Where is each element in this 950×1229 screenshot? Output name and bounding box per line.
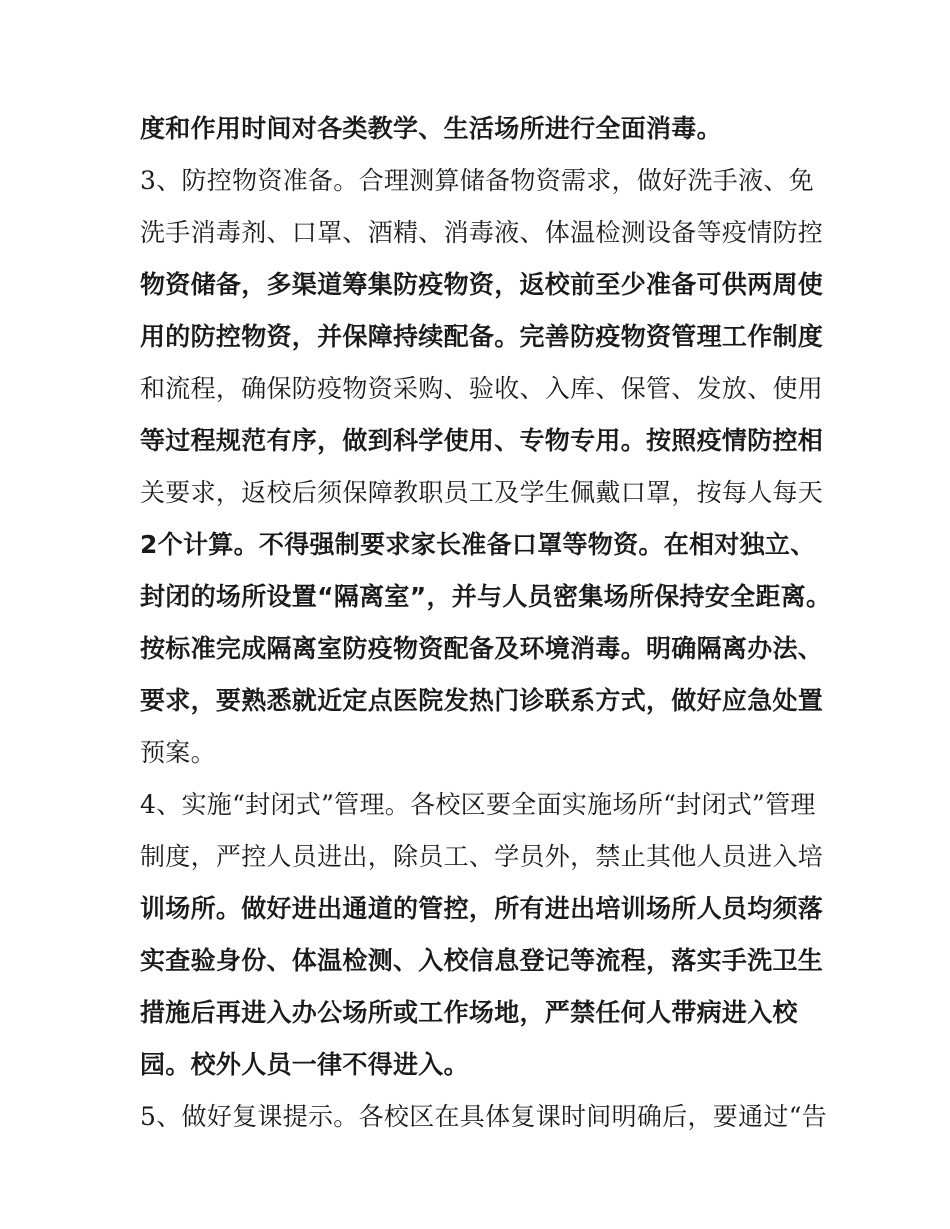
text-line: 5、做好复课提示。各校区在具体复课时间明确后，要通过“告	[140, 1102, 828, 1131]
text-line: 2个计算。不得强制要求家长准备口罩等物资。在相对独立、	[140, 530, 816, 559]
text-line: 物资储备，多渠道筹集防疫物资，返校前至少准备可供两周使	[140, 270, 824, 299]
text-line: 园。校外人员一律不得进入。	[140, 1050, 469, 1079]
text-line: 洗手消毒剂、口罩、酒精、消毒液、体温检测设备等疫情防控	[140, 218, 824, 247]
text-line: 措施后再进入办公场所或工作场地，严禁任何人带病进入校	[140, 998, 798, 1027]
text-line: 按标准完成隔离室防疫物资配备及环境消毒。明确隔离办法、	[140, 634, 824, 663]
text-line: 实查验身份、体温检测、入校信息登记等流程，落实手洗卫生	[140, 946, 824, 975]
text-line: 等过程规范有序，做到科学使用、专物专用。按照疫情防控相	[140, 426, 824, 455]
text-line: 关要求，返校后须保障教职员工及学生佩戴口罩，按每人每天	[140, 478, 824, 507]
text-line: 3、防控物资准备。合理测算储备物资需求，做好洗手液、免	[140, 166, 815, 195]
text-line: 要求，要熟悉就近定点医院发热门诊联系方式，做好应急处置	[140, 686, 824, 715]
text-line: 训场所。做好进出通道的管控，所有进出培训场所人员均须落	[140, 894, 824, 923]
text-line: 制度，严控人员进出，除员工、学员外，禁止其他人员进入培	[140, 842, 824, 871]
text-line: 用的防控物资，并保障持续配备。完善防疫物资管理工作制度	[140, 322, 824, 351]
text-line: 和流程，确保防疫物资采购、验收、入库、保管、发放、使用	[140, 374, 824, 403]
text-line: 度和作用时间对各类教学、生活场所进行全面消毒。	[140, 114, 722, 143]
text-line: 封闭的场所设置“隔离室”，并与人员密集场所保持安全距离。	[140, 582, 832, 611]
body-text	[140, 103, 832, 1143]
text-line: 预案。	[140, 738, 216, 767]
text-line: 4、实施“封闭式”管理。各校区要全面实施场所“封闭式”管理	[140, 790, 816, 819]
